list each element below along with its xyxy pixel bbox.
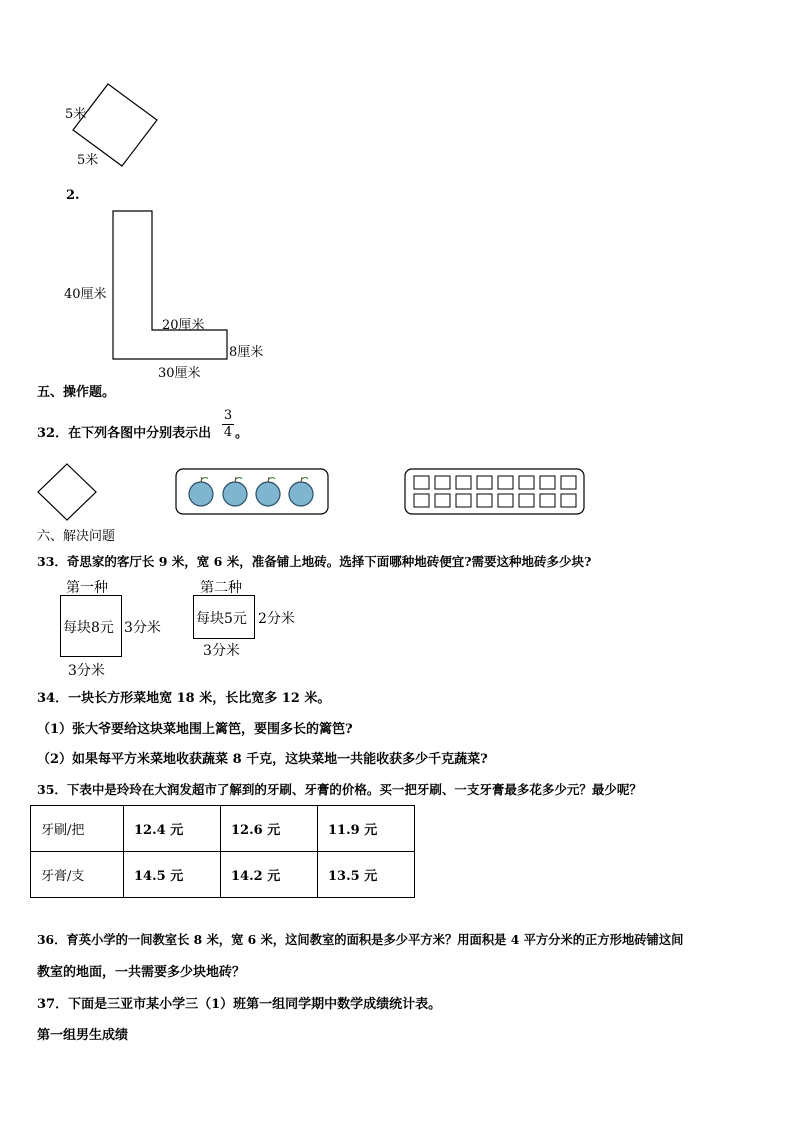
table-cell: 12.4 元	[124, 806, 221, 852]
question-37-subtitle: 第一组男生成绩	[37, 1028, 129, 1043]
section-5-title: 五、操作题。	[37, 385, 116, 400]
tile-2-title: 第二种	[200, 580, 242, 596]
tile-2-side-label: 2分米	[258, 611, 295, 627]
apple-icon	[289, 477, 313, 506]
table-cell: 牙刷/把	[31, 806, 124, 852]
apple-icon	[223, 477, 247, 506]
tile-1-price: 每块8元	[63, 620, 114, 636]
question-34-sub-1: （1）张大爷要给这块菜地围上篱笆，要围多长的篱笆?	[37, 722, 353, 737]
question-37-text: 37．下面是三亚市某小学三（1）班第一组同学期中数学成绩统计表。	[37, 997, 442, 1012]
question-32-suffix: 。	[235, 426, 249, 441]
diamond-figure	[36, 462, 100, 522]
fraction-denominator: 4	[223, 425, 233, 440]
apple-icon	[256, 477, 280, 506]
table-row	[31, 852, 415, 898]
l-shape-inner-label: 20厘米	[162, 318, 205, 333]
l-shape-bottom-label: 30厘米	[158, 366, 201, 381]
square-side-label: 5米	[65, 107, 87, 122]
grid-squares-figure	[404, 468, 586, 516]
fraction-numerator: 3	[223, 408, 233, 423]
tile-1-bottom-label: 3分米	[68, 663, 105, 679]
apples-figure	[175, 468, 330, 516]
price-table	[30, 805, 415, 898]
question-2-number: 2.	[66, 188, 80, 203]
table-cell: 14.5 元	[124, 852, 221, 898]
l-shape-height-label: 40厘米	[64, 287, 107, 302]
table-row	[31, 806, 415, 852]
tile-1-title: 第一种	[66, 580, 108, 596]
question-34-sub-2: （2）如果每平方米菜地收获蔬菜 8 千克，这块菜地一共能收获多少千克蔬菜?	[37, 752, 488, 767]
question-36-line-1: 36．育英小学的一间教室长 8 米，宽 6 米，这间教室的面积是多少平方米？用面积是 4 平方分米的正方形地砖铺这间	[37, 932, 684, 947]
question-35-text: 35．下表中是玲玲在大润发超市了解到的牙刷、牙膏的价格。买一把牙刷、一支牙膏最多花多少元？最少呢？	[37, 782, 642, 797]
question-32-text: 32．在下列各图中分别表示出	[37, 426, 212, 441]
question-36-line-2: 教室的地面，一共需要多少块地砖？	[37, 965, 246, 980]
table-cell: 13.5 元	[318, 852, 415, 898]
tile-1-side-label: 3分米	[124, 620, 161, 636]
tile-2-bottom-label: 3分米	[203, 643, 240, 659]
section-6-title: 六、解决问题	[37, 529, 116, 544]
question-33-text: 33．奇思家的客厅长 9 米，宽 6 米，准备铺上地砖。选择下面哪种地砖便宜?需要这种地砖多少块?	[37, 554, 592, 569]
table-cell: 11.9 元	[318, 806, 415, 852]
apple-icon	[189, 477, 213, 506]
table-cell: 牙膏/支	[31, 852, 124, 898]
table-cell: 14.2 元	[221, 852, 318, 898]
table-cell: 12.6 元	[221, 806, 318, 852]
l-shape-figure	[110, 208, 235, 366]
square-bottom-label: 5米	[77, 153, 99, 168]
tile-2-price: 每块5元	[196, 611, 247, 627]
fraction-three-quarters	[222, 408, 234, 441]
question-34-text: 34．一块长方形菜地宽 18 米，长比宽多 12 米。	[37, 691, 331, 706]
l-shape-right-label: 8厘米	[229, 345, 264, 360]
